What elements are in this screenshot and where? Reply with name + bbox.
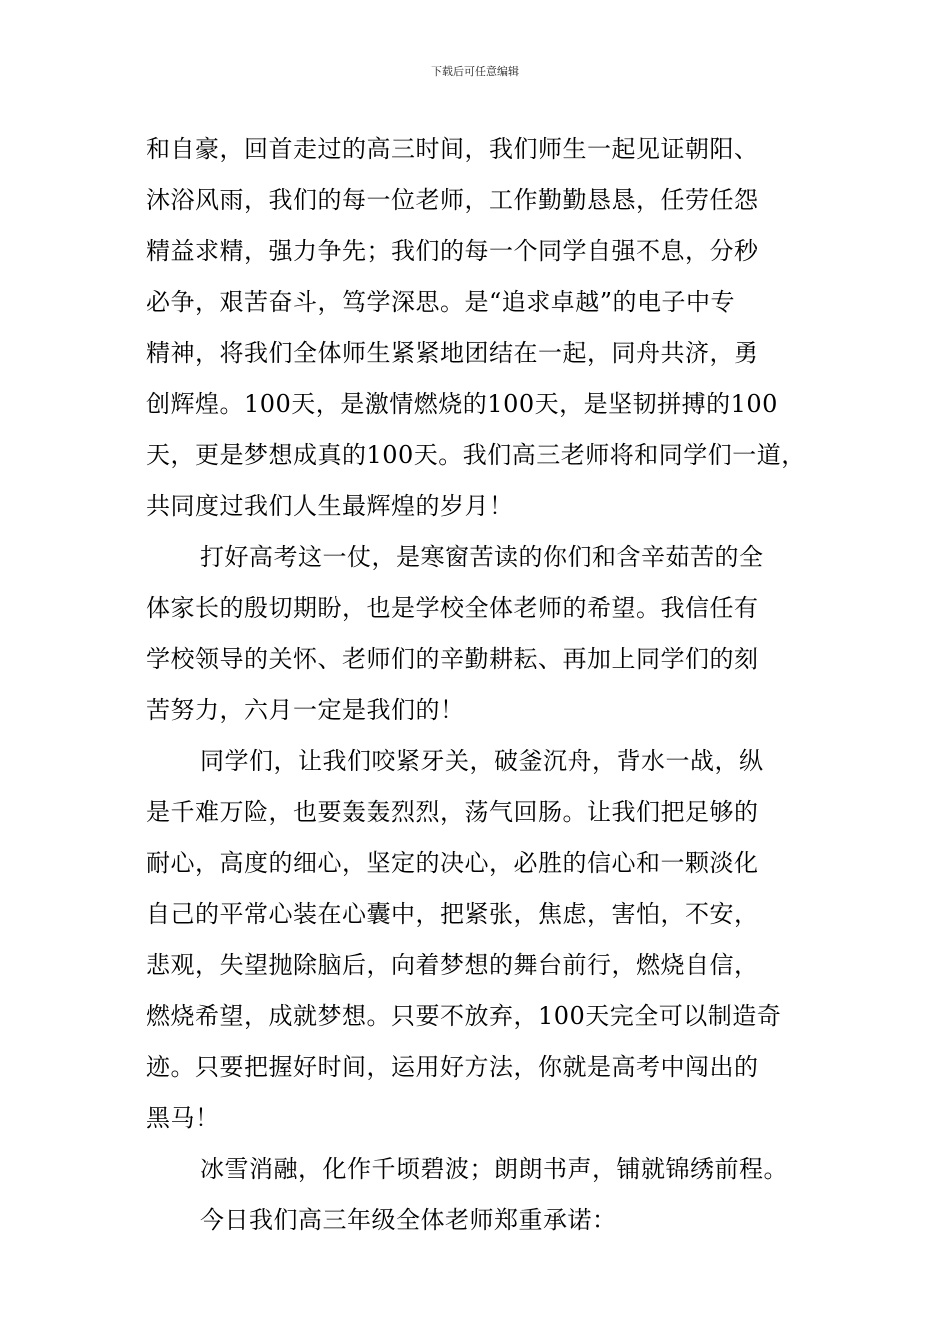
text-line: 耐心，高度的细心，坚定的决心，必胜的信心和一颗淡化 — [146, 849, 759, 877]
text-line: 天，更是梦想成真的100天。我们高三老师将和同学们一道， — [146, 441, 806, 469]
text-line: 沐浴风雨，我们的每一位老师，工作勤勤恳恳，任劳任怨 — [146, 186, 759, 214]
text-line: 创辉煌。100天，是激情燃烧的100天，是坚韧拼搏的100 — [146, 390, 778, 418]
text-line: 体家长的殷切期盼，也是学校全体老师的希望。我信任有 — [146, 594, 759, 622]
document-body — [146, 124, 826, 1246]
page-header: 下载后可任意编辑 — [431, 65, 519, 78]
text-line: 精益求精，强力争先；我们的每一个同学自强不息，分秒 — [146, 237, 759, 265]
text-line: 冰雪消融，化作千顷碧波；朗朗书声，铺就锦绣前程。 — [200, 1155, 788, 1183]
text-line: 黑马！ — [146, 1104, 220, 1132]
text-line: 今日我们高三年级全体老师郑重承诺： — [200, 1206, 617, 1234]
text-line: 精神，将我们全体师生紧紧地团结在一起，同舟共济，勇 — [146, 339, 759, 367]
text-line: 苦努力，六月一定是我们的！ — [146, 696, 465, 724]
text-line: 学校领导的关怀、老师们的辛勤耕耘、再加上同学们的刻 — [146, 645, 759, 673]
text-line: 迹。只要把握好时间，运用好方法，你就是高考中闯出的 — [146, 1053, 759, 1081]
text-line: 燃烧希望，成就梦想。只要不放弃，100天完全可以制造奇 — [146, 1002, 782, 1030]
text-line: 共同度过我们人生最辉煌的岁月！ — [146, 492, 514, 520]
text-line: 打好高考这一仗，是寒窗苦读的你们和含辛茹苦的全 — [200, 543, 764, 571]
text-line: 是千难万险，也要轰轰烈烈，荡气回肠。让我们把足够的 — [146, 798, 759, 826]
text-line: 自己的平常心装在心囊中，把紧张，焦虑，害怕，不安， — [146, 900, 759, 928]
text-line: 必争，艰苦奋斗，笃学深思。是“追求卓越”的电子中专 — [146, 288, 736, 316]
text-line: 同学们，让我们咬紧牙关，破釜沉舟，背水一战，纵 — [200, 747, 764, 775]
text-line: 和自豪，回首走过的高三时间，我们师生一起见证朝阳、 — [146, 135, 759, 163]
text-line: 悲观，失望抛除脑后，向着梦想的舞台前行，燃烧自信， — [146, 951, 759, 979]
